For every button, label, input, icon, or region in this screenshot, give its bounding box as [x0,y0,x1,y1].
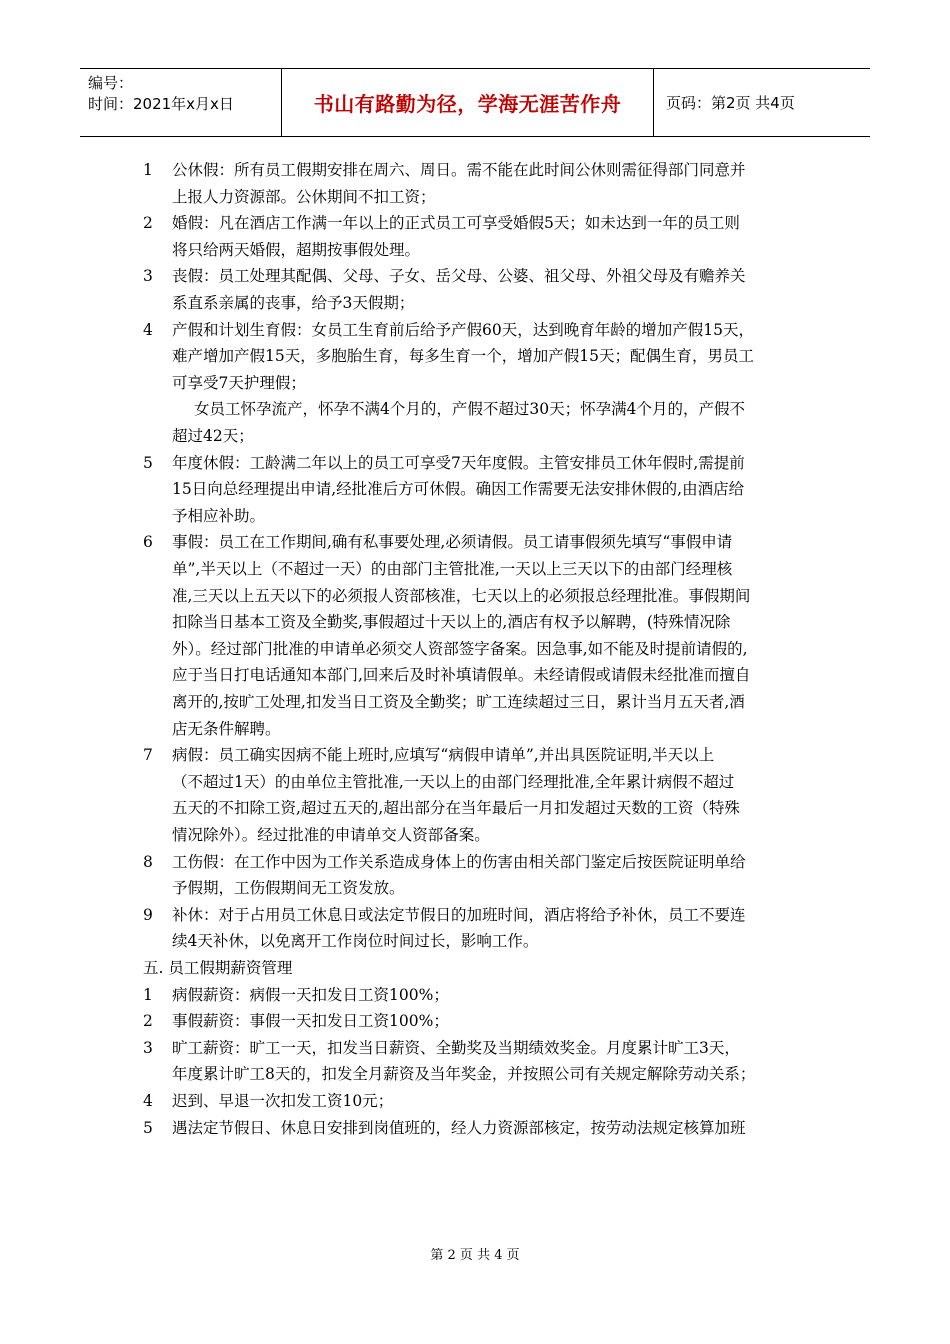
paragraph-line: 年度休假：工龄满二年以上的员工可享受7天年度假。主管安排员工休年假时,需提前 [172,453,745,472]
paragraph-line: 将只给两天婚假，超期按事假处理。 [172,240,421,259]
paragraph-line: 外）。经过部门批准的申请单必须交人资部签字备案。因急事,如不能及时提前请假的, [172,639,748,658]
list-number: 1 [143,161,153,179]
paragraph-line: 上报人力资源部。公休期间不扣工资； [172,187,436,206]
paragraph-line: 事假薪资：事假一天扣发日工资100%； [172,1012,449,1031]
paragraph-line: 扣除当日基本工资及全勤奖,事假超过十天以上的,酒店有权予以解聘，(特殊情况除 [172,613,731,632]
list-number: 4 [143,320,153,339]
list-number: 6 [143,533,153,552]
header-meta [80,69,282,136]
paragraph-line: 工伤假：在工作中因为工作关系造成身体上的伤害由相关部门鉴定后按医院证明单给 [172,852,746,871]
document-date: 时间：2021年x月x日 [88,95,234,113]
document-number: 编号： [88,74,134,92]
paragraph-line: 年度累计旷工8天的，扣发全月薪资及当年奖金，并按照公司有关规定解除劳动关系； [172,1065,756,1084]
paragraph-line: 五天的不扣除工资,超过五天的,超出部分在当年最后一月扣发超过天数的工资（特殊 [172,799,740,818]
paragraph-line: （不超过1天）的由单位主管批准,一天以上的由部门经理批准,全年累计病假不超过 [172,772,735,791]
paragraph-line: 公休假：所有员工假期安排在周六、周日。需不能在此时间公休则需征得部门同意并 [172,161,746,179]
header-motto-cell [282,69,654,136]
list-number: 3 [143,1038,153,1057]
paragraph-line: 病假：员工确实因病不能上班时,应填写“病假申请单”,并出具医院证明,半天以上 [172,746,715,765]
list-number: 5 [143,453,153,472]
list-number: 8 [143,852,153,871]
paragraph-line: 系直系亲属的丧事，给予3天假期； [172,294,415,312]
paragraph-line: 迟到、早退一次扣发工资10元； [172,1092,394,1110]
paragraph-line: 遇法定节假日、休息日安排到岗值班的，经人力资源部核定，按劳动法规定核算加班 [172,1118,746,1137]
paragraph-line: 产假和计划生育假：女员工生育前后给予产假60天，达到晚育年龄的增加产假15天， [172,320,754,339]
paragraph-line: 店无条件解聘。 [172,719,281,738]
paragraph-line: 单”,半天以上（不超过一天）的由部门主管批准,一天以上三天以下的由部门经理核 [172,560,733,578]
section-heading: 五. 员工假期薪资管理 [143,959,293,977]
paragraph-line: 予相应补助。 [172,506,266,525]
list-number: 3 [143,267,153,286]
list-number: 5 [143,1118,153,1137]
paragraph-line: 旷工薪资：旷工一天，扣发当日薪资、全勤奖及当期绩效奖金。月度累计旷工3天， [172,1038,740,1057]
paragraph-line: 事假：员工在工作期间,确有私事要处理,必须请假。员工请事假须先填写“事假申请 [172,533,733,552]
page-indicator: 页码：第2页 共4页 [666,94,795,112]
page-footer: 第 2 页 共 4 页 [430,1248,520,1263]
paragraph-line: 丧假：员工处理其配偶、父母、子女、岳父母、公婆、祖父母、外祖父母及有赡养关 [172,267,746,286]
list-number: 1 [143,985,153,1004]
paragraph-line: 续4天补休，以免离开工作岗位时间过长，影响工作。 [172,932,539,951]
paragraph-line: 应于当日打电话通知本部门,回来后及时补填请假单。未经请假或请假未经批准而擅自 [172,666,751,685]
paragraph-line: 可享受7天护理假； [172,373,306,392]
paragraph-line: 病假薪资：病假一天扣发日工资100%； [172,985,449,1004]
list-number: 7 [143,746,153,765]
list-number: 2 [143,1012,153,1031]
header-page-cell [654,69,870,136]
paragraph-line: 予假期，工伤假期间无工资发放。 [172,879,405,898]
paragraph-line: 情况除外）。经过批准的申请单交人资部备案。 [172,826,490,844]
paragraph-line: 难产增加产假15天，多胞胎生育，每多生育一个，增加产假15天；配偶生育，男员工 [172,347,754,366]
paragraph-line: 15日向总经理提出申请,经批准后方可休假。确因工作需要无法安排休假的,由酒店给 [172,480,745,499]
page-header [80,68,870,137]
motto-text: 书山有路勤为径，学海无涯苦作舟 [313,92,622,116]
list-number: 9 [143,905,153,924]
list-number: 4 [143,1092,153,1110]
paragraph-line: 补休：对于占用员工休息日或法定节假日的加班时间，酒店将给予补休，员工不要连 [172,905,746,924]
paragraph-line: 超过42天； [172,427,254,445]
paragraph-line: 女员工怀孕流产，怀孕不满4个月的，产假不超过30天；怀孕满4个月的，产假不 [194,400,745,419]
paragraph-line: 准,三天以上五天以下的必须报人资部核准，七天以上的必须报总经理批准。事假期间 [172,586,751,605]
paragraph-line: 离开的,按旷工处理,扣发当日工资及全勤奖；旷工连续超过三日，累计当月五天者,酒 [172,693,745,711]
list-number: 2 [143,214,153,233]
paragraph-line: 婚假：凡在酒店工作满一年以上的正式员工可享受婚假5天；如未达到一年的员工则 [172,214,740,233]
